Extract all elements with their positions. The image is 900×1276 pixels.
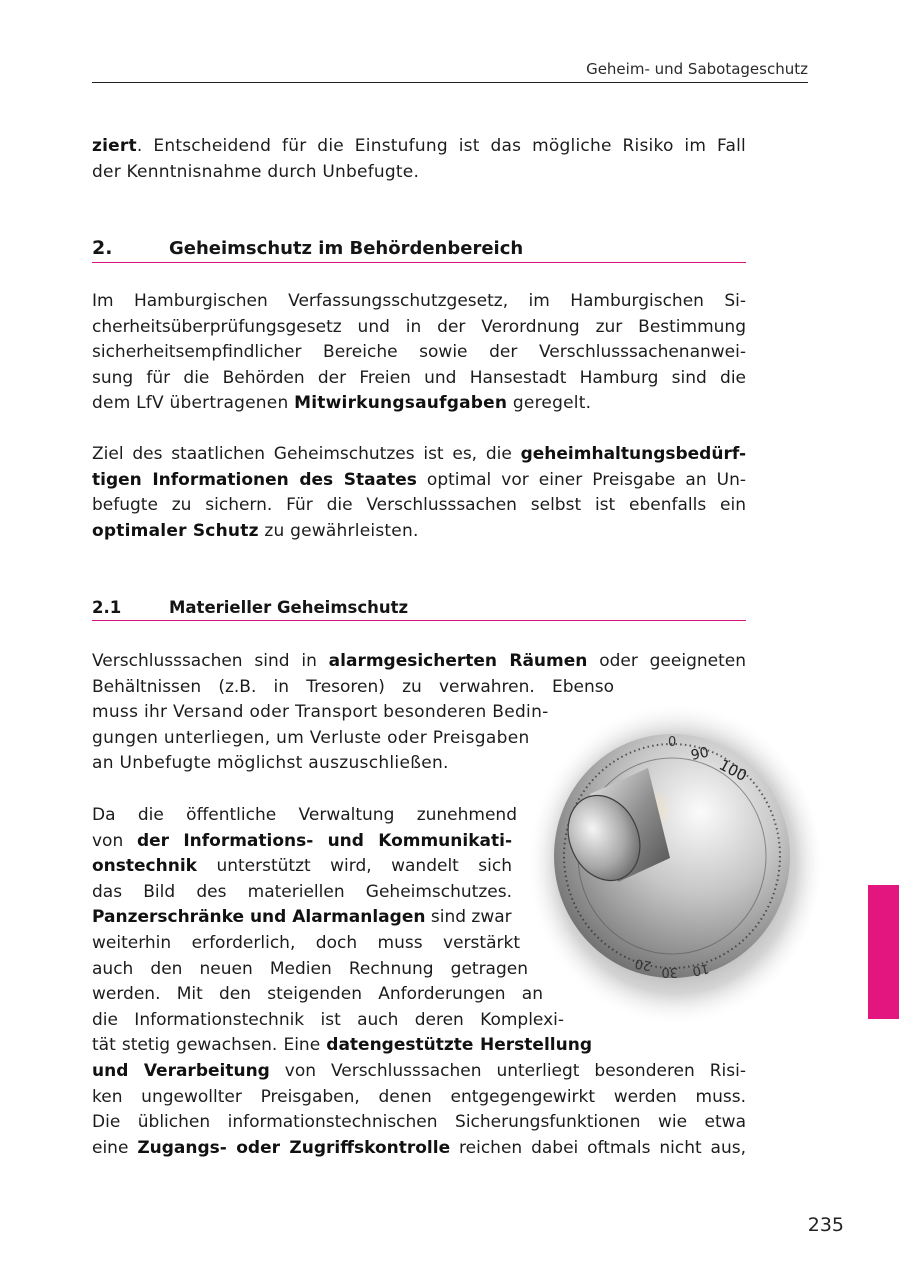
running-header: Geheim- und Sabotageschutz bbox=[586, 60, 808, 78]
dial-number: 20 bbox=[633, 955, 653, 973]
section-number: 2. bbox=[92, 237, 113, 259]
dial-number: 90 bbox=[689, 744, 711, 764]
dial-number: 30 bbox=[661, 964, 678, 979]
section-heading-2-1 bbox=[92, 598, 746, 621]
section-heading-2 bbox=[92, 237, 746, 263]
page-number: 235 bbox=[807, 1214, 844, 1236]
intro-paragraph: ziert. Entscheidend für die Einstufung ist das mögliche Risiko im Fall der Kenntnisnahme durch Unbefugte. bbox=[92, 136, 746, 182]
chapter-tab-marker bbox=[868, 885, 899, 1019]
dial-number: 100 bbox=[716, 755, 750, 785]
section2-paragraph-1: Im Hamburgischen Verfassungsschutzgesetz, im Hamburgischen Si- cherheitsüberprüfungsgesetz und in der Verordnung zur Bestimmung sicherheitsempfindlicher Bereiche sowie der Verschlusssachenanwei- sung für die Behörden der Freien und Hansestadt Hamburg sind die dem LfV übertragenen Mitwirkungsaufgaben geregelt. bbox=[92, 291, 746, 414]
section2-paragraph-2: Ziel des staatlichen Geheimschutzes ist es, die geheimhaltungsbedürf- tigen Informationen des Staates optimal vor einer Preisgabe an Un- befugte zu sichern. Für die Verschlusssachen selbst ist ebenfalls ein optimaler Schutz zu gewährleisten. bbox=[92, 444, 747, 541]
section-number: 2.1 bbox=[92, 598, 122, 617]
section21-paragraph-1: Verschlusssachen sind in alarmgesicherten Räumen oder geeigneten Behältnissen (z.B. in Tresoren) zu verwahren. Ebenso muss ihr Versand oder Transport besonderen Bedin- gungen unterliegen, um Verluste oder Preisgaben an Unbefugte möglichst auszuschließen. bbox=[92, 651, 746, 774]
dial-number: 10 bbox=[690, 960, 711, 979]
bold-text: ziert bbox=[92, 136, 137, 156]
section-title: Geheimschutz im Behördenbereich bbox=[169, 238, 524, 259]
section-title: Materieller Geheimschutz bbox=[169, 598, 409, 617]
dial-number: 0 bbox=[668, 735, 677, 750]
header-rule bbox=[92, 82, 808, 83]
section21-paragraph-2: Da die öffentliche Verwaltung zunehmend von der Informations- und Kommunikati- onstechnik unterstützt wird, wandelt sich das Bild des materiellen Geheimschutzes. Panzerschränke und Alarmanlagen sind zwar weiterhin erforderlich, doch muss verstärkt auch den neuen Medien Rechnung getragen werden. Mit den steigenden Anforderungen an die Informationstechnik ist auch deren Komplexi- tät stetig gewachsen. Eine datengestützte Herstellung und Verarbeitung von Verschlusssachen unterliegt besonderen Risi- ken ungewollter Preisgaben, denen entgegengewirkt werden muss. Die üblichen informationstechnischen Sicherungsfunktionen wie etwa eine Zugangs- oder Zugriffskontrolle reichen dabei oftmals nicht aus, bbox=[92, 805, 746, 1158]
